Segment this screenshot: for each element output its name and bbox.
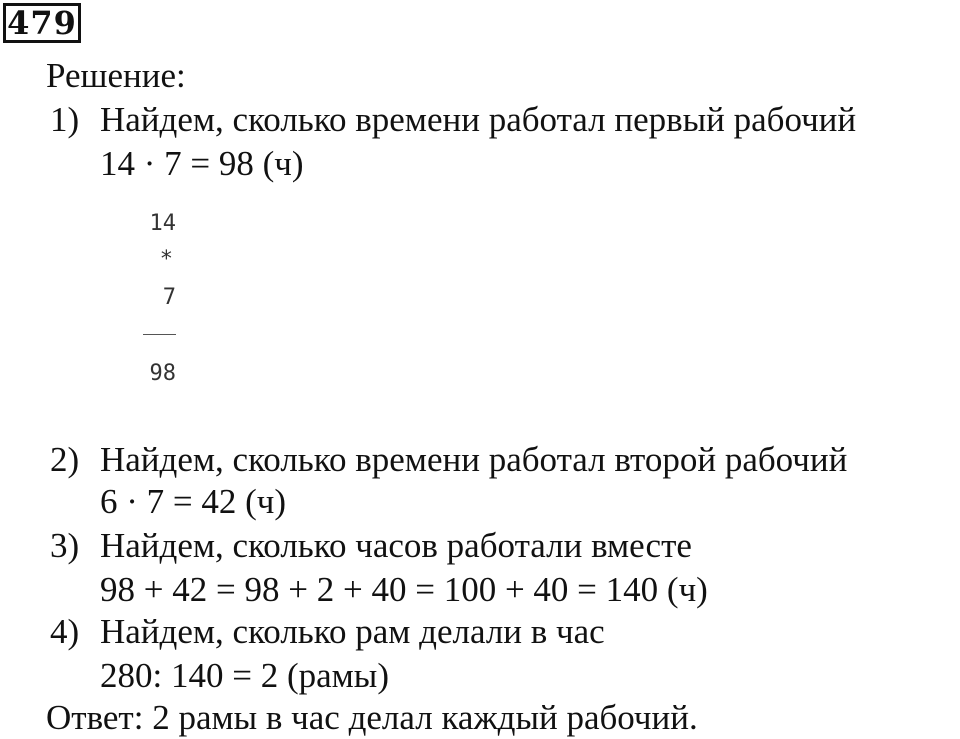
step-2-calculation: 6 · 7 = 42 (ч): [100, 482, 287, 521]
step-2-number: 2): [50, 440, 80, 479]
column-operator: *: [159, 247, 173, 272]
column-bottom-operand: 7: [162, 285, 176, 310]
step-4-calculation: 280: 140 = 2 (рамы): [100, 656, 389, 695]
column-result-rule: [143, 334, 176, 335]
step-1-calculation: 14 · 7 = 98 (ч): [100, 144, 304, 183]
column-top-operand: 14: [149, 211, 176, 236]
solution-heading: Решение:: [46, 56, 186, 95]
step-4-text: Найдем, сколько рам делали в час: [100, 612, 605, 651]
step-2-text: Найдем, сколько времени работал второй рабочий: [100, 440, 848, 479]
step-1-number: 1): [50, 100, 80, 139]
step-1-text: Найдем, сколько времени работал первый рабочий: [100, 100, 857, 139]
step-3-calculation: 98 + 42 = 98 + 2 + 40 = 100 + 40 = 140 (ч): [100, 570, 708, 609]
step-3-number: 3): [50, 526, 80, 565]
column-result: 98: [149, 361, 176, 386]
final-answer: Ответ: 2 рамы в час делал каждый рабочий.: [46, 698, 698, 737]
task-number-badge: 479: [3, 3, 81, 43]
step-3-text: Найдем, сколько часов работали вместе: [100, 526, 692, 565]
step-4-number: 4): [50, 612, 80, 651]
